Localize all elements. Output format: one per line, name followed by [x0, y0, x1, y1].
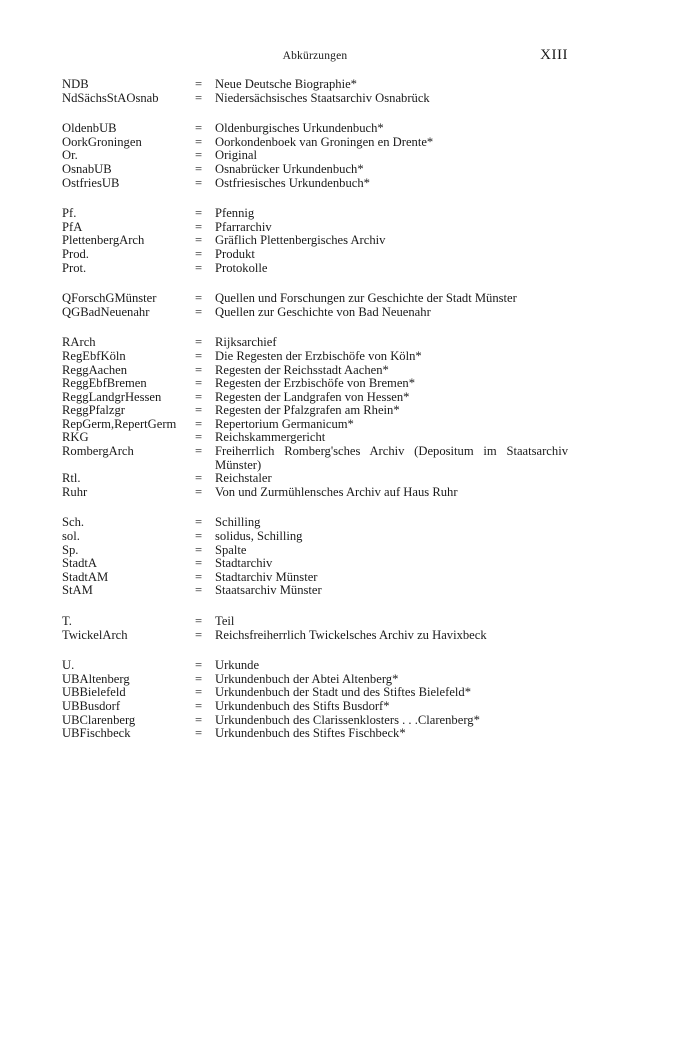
abbreviation-definition: Von und Zurmühlensches Archiv auf Haus Ruhr [215, 484, 458, 499]
abbreviation-group [62, 78, 568, 105]
equals-separator: = [195, 233, 203, 248]
abbreviation-group [62, 292, 568, 319]
abbreviation-entry [62, 163, 568, 177]
equals-separator: = [195, 77, 203, 91]
abbreviation-term: OstfriesUB [62, 175, 120, 190]
abbreviation-definition: Urkundenbuch des Stiftes Fischbeck* [215, 726, 406, 741]
abbreviation-entry [62, 557, 568, 571]
abbreviation-term: Prot. [62, 260, 87, 275]
abbreviation-term: Or. [62, 148, 78, 163]
equals-separator: = [195, 291, 203, 306]
page-number: XIII [540, 47, 568, 63]
abbreviation-definition: Reichstaler [215, 471, 272, 486]
equals-separator: = [195, 726, 203, 741]
abbreviation-term: PfA [62, 219, 83, 234]
abbreviation-entry [62, 404, 568, 418]
abbreviation-definition: Spalte [215, 542, 247, 557]
abbreviation-term: QForschGMünster [62, 291, 157, 306]
abbreviation-entry [62, 177, 568, 191]
abbreviation-entry [62, 391, 568, 405]
abbreviation-definition: Pfennig [215, 206, 255, 221]
abbreviation-definition: Schilling [215, 515, 261, 530]
equals-separator: = [195, 148, 203, 163]
equals-separator: = [195, 614, 203, 628]
equals-separator: = [195, 161, 203, 176]
abbreviation-entry [62, 486, 568, 500]
abbreviation-definition: Rijksarchief [215, 335, 277, 350]
abbreviation-entry [62, 136, 568, 150]
equals-separator: = [195, 583, 203, 598]
abbreviation-entry [62, 714, 568, 728]
abbreviation-definition: Gräflich Plettenbergisches Archiv [215, 233, 386, 248]
equals-separator: = [195, 335, 203, 350]
abbreviation-list [62, 78, 568, 758]
abbreviation-definition: Urkunde [215, 658, 260, 673]
abbreviation-definition: Urkundenbuch der Stadt und des Stiftes Bielefeld* [215, 685, 472, 700]
abbreviation-term: RepGerm,RepertGerm [62, 416, 177, 431]
abbreviation-entry [62, 516, 568, 530]
equals-separator: = [195, 260, 203, 275]
abbreviation-definition: Original [215, 148, 257, 163]
abbreviation-entry [62, 292, 568, 306]
abbreviation-definition: Stadtarchiv Münster [215, 569, 318, 584]
equals-separator: = [195, 556, 203, 571]
abbreviation-entry [62, 431, 568, 445]
equals-separator: = [195, 246, 203, 261]
abbreviation-term: RArch [62, 335, 96, 350]
abbreviation-term: PlettenbergArch [62, 233, 145, 248]
abbreviation-definition: Produkt [215, 246, 255, 261]
abbreviation-entry [62, 584, 568, 598]
abbreviation-entry [62, 350, 568, 364]
abbreviation-definition: Die Regesten der Erzbischöfe von Köln* [215, 348, 422, 363]
abbreviation-definition: Regesten der Landgrafen von Hessen* [215, 389, 410, 404]
abbreviation-definition: Urkundenbuch des Stifts Busdorf* [215, 698, 390, 713]
abbreviation-term: NdSächsStAOsnab [62, 90, 159, 105]
abbreviation-entry [62, 615, 568, 629]
equals-separator: = [195, 362, 203, 377]
abbreviation-definition: solidus, Schilling [215, 529, 303, 544]
abbreviation-term: UBClarenberg [62, 712, 136, 727]
equals-separator: = [195, 484, 203, 499]
abbreviation-term: StadtAM [62, 569, 109, 584]
equals-separator: = [195, 376, 203, 391]
abbreviation-definition: Freiherrlich Romberg'sches Archiv (Depositum im Staatsarchiv Münster) [215, 444, 568, 472]
abbreviation-entry [62, 78, 568, 92]
abbreviation-term: OldenbUB [62, 121, 117, 136]
equals-separator: = [195, 471, 203, 486]
abbreviation-term: TwickelArch [62, 627, 128, 642]
abbreviation-definition: Regesten der Pfalzgrafen am Rhein* [215, 403, 400, 418]
equals-separator: = [195, 206, 203, 221]
equals-separator: = [195, 444, 203, 459]
abbreviation-entry [62, 686, 568, 700]
abbreviation-entry [62, 262, 568, 276]
abbreviation-definition: Regesten der Reichsstadt Aachen* [215, 362, 389, 377]
abbreviation-term: Prod. [62, 246, 89, 261]
running-header-title: Abkürzungen [282, 50, 348, 62]
abbreviation-term: Ruhr [62, 484, 88, 499]
abbreviation-term: UBFischbeck [62, 726, 131, 741]
abbreviation-definition: Quellen zur Geschichte von Bad Neuenahr [215, 304, 431, 319]
abbreviation-group [62, 336, 568, 499]
abbreviation-entry [62, 571, 568, 585]
abbreviation-term: QGBadNeuenahr [62, 304, 150, 319]
abbreviation-entry [62, 92, 568, 106]
abbreviation-entry [62, 234, 568, 248]
abbreviation-definition: Staatsarchiv Münster [215, 583, 322, 598]
abbreviation-term: UBBusdorf [62, 698, 121, 713]
equals-separator: = [195, 685, 203, 700]
equals-separator: = [195, 698, 203, 713]
abbreviation-definition: Reichskammergericht [215, 430, 326, 445]
equals-separator: = [195, 219, 203, 234]
abbreviation-entry [62, 544, 568, 558]
abbreviation-definition: Oldenburgisches Urkundenbuch* [215, 121, 384, 136]
abbreviation-term: sol. [62, 529, 80, 544]
abbreviation-definition: Regesten der Erzbischöfe von Bremen* [215, 376, 416, 391]
abbreviation-definition: Teil [215, 614, 235, 628]
equals-separator: = [195, 389, 203, 404]
abbreviation-entry [62, 306, 568, 320]
abbreviation-definition: Osnabrücker Urkundenbuch* [215, 161, 364, 176]
abbreviation-entry [62, 659, 568, 673]
abbreviation-definition: Niedersächsisches Staatsarchiv Osnabrück [215, 90, 430, 105]
abbreviation-term: ReggPfalzgr [62, 403, 125, 418]
abbreviation-term: RombergArch [62, 444, 134, 459]
equals-separator: = [195, 175, 203, 190]
equals-separator: = [195, 569, 203, 584]
abbreviation-entry [62, 221, 568, 235]
abbreviation-term: StadtA [62, 556, 97, 571]
page-header [62, 47, 568, 67]
abbreviation-definition: Reichsfreiherrlich Twickelsches Archiv zu Havixbeck [215, 627, 487, 642]
abbreviation-definition: Pfarrarchiv [215, 219, 272, 234]
abbreviation-group [62, 659, 568, 741]
abbreviation-entry [62, 472, 568, 486]
abbreviation-term: NDB [62, 77, 89, 91]
equals-separator: = [195, 90, 203, 105]
abbreviation-group [62, 615, 568, 642]
abbreviation-term: T. [62, 614, 72, 628]
abbreviation-term: ReggEbfBremen [62, 376, 147, 391]
abbreviation-term: Sch. [62, 515, 85, 530]
equals-separator: = [195, 304, 203, 319]
abbreviation-entry [62, 418, 568, 432]
abbreviation-definition: Urkundenbuch des Clarissenklosters . . .Clarenberg* [215, 712, 480, 727]
abbreviation-group [62, 122, 568, 190]
equals-separator: = [195, 542, 203, 557]
abbreviation-term: ReggAachen [62, 362, 128, 377]
equals-separator: = [195, 403, 203, 418]
abbreviation-entry [62, 700, 568, 714]
abbreviation-term: OorkGroningen [62, 134, 142, 149]
abbreviation-term: Sp. [62, 542, 79, 557]
equals-separator: = [195, 348, 203, 363]
abbreviation-definition: Stadtarchiv [215, 556, 273, 571]
abbreviation-entry [62, 530, 568, 544]
abbreviation-definition: Repertorium Germanicum* [215, 416, 354, 431]
abbreviation-entry [62, 122, 568, 136]
abbreviation-term: Rtl. [62, 471, 81, 486]
abbreviation-entry [62, 364, 568, 378]
abbreviation-definition: Quellen und Forschungen zur Geschichte der Stadt Münster [215, 291, 517, 306]
equals-separator: = [195, 671, 203, 686]
abbreviation-term: U. [62, 658, 75, 673]
abbreviation-entry [62, 377, 568, 391]
abbreviation-term: RKG [62, 430, 89, 445]
equals-separator: = [195, 712, 203, 727]
equals-separator: = [195, 627, 203, 642]
equals-separator: = [195, 121, 203, 136]
abbreviation-term: RegEbfKöln [62, 348, 126, 363]
equals-separator: = [195, 134, 203, 149]
abbreviation-entry [62, 248, 568, 262]
abbreviation-term: UBBielefeld [62, 685, 126, 700]
abbreviation-definition: Urkundenbuch der Abtei Altenberg* [215, 671, 399, 686]
abbreviation-entry [62, 629, 568, 643]
equals-separator: = [195, 416, 203, 431]
abbreviation-group [62, 207, 568, 275]
abbreviation-entry [62, 727, 568, 741]
abbreviation-term: ReggLandgrHessen [62, 389, 162, 404]
abbreviation-definition: Protokolle [215, 260, 268, 275]
abbreviation-entry [62, 673, 568, 687]
abbreviation-definition: Neue Deutsche Biographie* [215, 77, 357, 91]
abbreviation-group [62, 516, 568, 598]
abbreviation-entry [62, 445, 568, 472]
abbreviation-entry [62, 149, 568, 163]
equals-separator: = [195, 430, 203, 445]
abbreviation-term: UBAltenberg [62, 671, 130, 686]
equals-separator: = [195, 529, 203, 544]
abbreviation-term: StAM [62, 583, 93, 598]
equals-separator: = [195, 658, 203, 673]
abbreviation-definition: Ostfriesisches Urkundenbuch* [215, 175, 370, 190]
abbreviation-entry [62, 207, 568, 221]
abbreviation-term: OsnabUB [62, 161, 112, 176]
abbreviation-entry [62, 336, 568, 350]
abbreviation-definition: Oorkondenboek van Groningen en Drente* [215, 134, 434, 149]
equals-separator: = [195, 515, 203, 530]
abbreviation-term: Pf. [62, 206, 77, 221]
